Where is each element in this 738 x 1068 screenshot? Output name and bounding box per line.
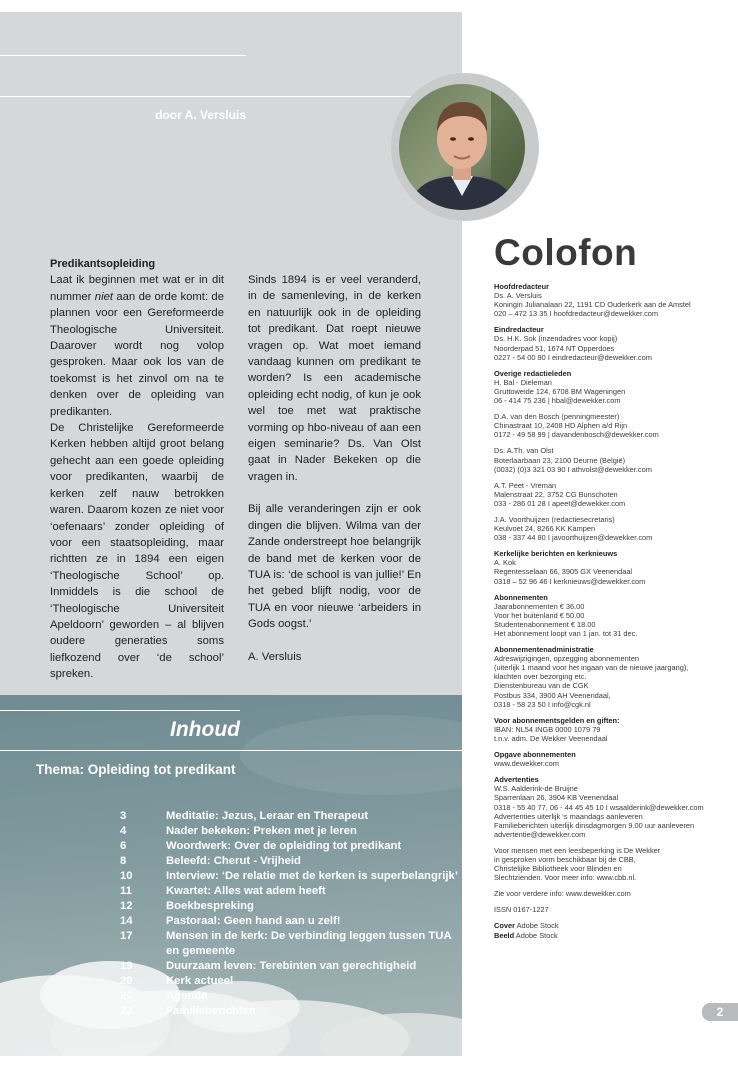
toc-page-number: 14 xyxy=(120,915,133,927)
aanzet-top-rule xyxy=(0,55,246,56)
aanzet-paragraph: Sinds 1894 is er veel veranderd, in de samenleving, in de kerken en natuurlijk ook in de opleiding tot predikant. Dat roept nieuwe vragen op. Wat moet iemand vandaag kunnen om predikant te worden? Is een academische opleiding echt nodig, of kun je ook wel toe met wat praktische vorming op hbo-niveau of aan een eigen seminarie? Ds. Van Olst gaat in Nader Bekeken op die vragen in. xyxy=(248,274,421,483)
colofon-block xyxy=(494,515,726,542)
colofon-heading: Overige redactieleden xyxy=(494,368,572,378)
colofon-line: Slechtzienden. Voor meer info: www.cbb.nl. xyxy=(494,873,637,883)
colofon-body xyxy=(494,282,726,940)
colofon-title: Colofon xyxy=(494,232,638,273)
colofon-block xyxy=(494,481,726,508)
colofon-line: Voor het buitenland € 50.00 xyxy=(494,610,585,620)
aanzet-signature: A. Versluis xyxy=(248,650,302,663)
colofon-line: Gruttoweide 124, 6708 BM Wageningen xyxy=(494,386,626,396)
colofon-line: IBAN: NL54 INGB 0000 1079 79 xyxy=(494,724,601,734)
toc-page-number: 19 xyxy=(120,960,133,972)
colofon-line: Malenstraat 22, 3752 CG Bunschoten xyxy=(494,489,618,499)
colofon-line: 0318 - 58 23 50 I info@cgk.nl xyxy=(494,699,591,709)
colofon-heading: Advertenties xyxy=(494,775,539,785)
colofon-line: Het abonnement loopt van 1 jan. tot 31 dec. xyxy=(494,629,638,638)
colofon-line: D.A. van den Bosch (penningmeester) xyxy=(494,412,620,422)
colofon-line: in gesproken vorm beschikbaar bij de CBB, xyxy=(494,854,636,864)
inhoud-bottom-rule xyxy=(0,750,462,751)
aanzet-column-1 xyxy=(50,256,224,683)
toc-item[interactable] xyxy=(120,959,460,974)
aanzet-title: Aanzet xyxy=(654,62,720,84)
colofon-line: (0032) (0)3 321 03 90 I athvolst@dewekker.com xyxy=(494,464,652,474)
toc-item[interactable] xyxy=(120,914,460,929)
toc-item-title: Woordwerk: Over de opleiding tot predikant xyxy=(166,840,402,852)
aanzet-paragraph: Laat ik beginnen met wat er in dit nummer niet aan de orde komt: de plannen voor een Gereformeerde Theologische Universiteit. Daarover wordt nog volop gesproken. Maar ook los van de toekomst is het zinvol om na te denken over de opleiding van predikanten. xyxy=(50,274,224,418)
toc-item-title: Interview: ‘De relatie met de kerken is superbelangrijk’ xyxy=(166,870,458,882)
colofon-line: Familieberichten uiterlijk dinsdagmorgen 9.00 uur aanleveren xyxy=(494,820,695,830)
colofon-line: Chinastraat 10, 2408 HD Alphen a/d Rijn xyxy=(494,421,628,431)
colofon-line: klachten over bezorging etc. xyxy=(494,672,587,682)
colofon-block xyxy=(494,750,726,768)
colofon-line: Regentesselaan 66, 3905 GX Veenendaal xyxy=(494,567,633,577)
aanzet-heading: Predikantsopleiding xyxy=(50,258,156,270)
colofon-line: www.dewekker.com xyxy=(494,759,559,769)
toc-item[interactable] xyxy=(120,854,460,869)
colofon-line: 020 – 472 13 35 I hoofdredacteur@dewekker.com xyxy=(494,309,659,319)
colofon-line: 0172 - 49 58 99 | davandenbosch@dewekker.com xyxy=(494,430,659,440)
colofon-line: 038 - 337 44 80 I javoorthuijzen@dewekker.com xyxy=(494,533,653,543)
colofon-line: Ds. A.Th. van Olst xyxy=(494,446,554,456)
toc-page-number: 20 xyxy=(120,990,133,1002)
toc-item-title: Meditatie: Jezus, Leraar en Therapeut xyxy=(166,810,369,822)
colofon-block xyxy=(494,905,726,914)
colofon-line: A. Kok xyxy=(494,558,516,568)
colofon-line: 0318 - 55 40 77, 06 - 44 45 45 10 I wsaalderink@dewekker.com xyxy=(494,802,704,812)
toc-page-number: 12 xyxy=(120,900,133,912)
aanzet-byline: door A. Versluis xyxy=(155,108,246,122)
colofon-line: (uiterlijk 1 maand voor het ingaan van de nieuwe jaargang), xyxy=(494,663,689,673)
toc-item-title: Agenda xyxy=(166,990,208,1002)
toc-item-title: Familieberichten xyxy=(166,1005,256,1017)
aanzet-column-2 xyxy=(248,272,421,665)
colofon-block xyxy=(494,593,726,638)
cover-label: Cover xyxy=(494,921,515,931)
colofon-line: 0227 - 54 00 90 I eindredacteur@dewekker.com xyxy=(494,352,652,362)
colofon-heading: Abonnementen xyxy=(494,592,548,602)
toc-item[interactable] xyxy=(120,989,460,1004)
toc-page-number: 4 xyxy=(120,825,127,837)
colofon-block xyxy=(494,645,726,709)
table-of-contents xyxy=(120,809,460,1019)
toc-item[interactable] xyxy=(120,929,460,959)
colofon-line: W.S. Aalderink-de Bruijne xyxy=(494,784,578,794)
toc-page-number: 8 xyxy=(120,855,127,867)
colofon-line: Sparrenlaan 26, 3904 KB Veenendaal xyxy=(494,793,619,803)
toc-page-number: 3 xyxy=(120,810,127,822)
toc-page-number: 20 xyxy=(120,975,133,987)
inhoud-theme: Thema: Opleiding tot predikant xyxy=(36,762,236,777)
colofon-line: t.n.v. adm. De Wekker Veenendaal xyxy=(494,733,608,743)
toc-item-title: Mensen in de kerk: De verbinding leggen tussen TUA en gemeente xyxy=(166,930,452,957)
colofon-line: Adreswijzigingen, opzegging abonnementen xyxy=(494,654,640,664)
beeld-value: Adobe Stock xyxy=(515,930,558,940)
toc-item-title: Beleefd: Cherut - Vrijheid xyxy=(166,855,301,867)
toc-item[interactable] xyxy=(120,839,460,854)
colofon-block xyxy=(494,549,726,585)
inhoud-top-rule xyxy=(0,710,240,711)
aanzet-bottom-rule xyxy=(0,96,443,97)
colofon-line: Voor mensen met een leesbeperking is De Wekker xyxy=(494,845,661,855)
colofon-block xyxy=(494,282,726,318)
toc-page-number: 22 xyxy=(120,1005,133,1017)
colofon-block xyxy=(494,716,726,743)
colofon-credits xyxy=(494,921,726,939)
beeld-label: Beeld xyxy=(494,930,515,940)
colofon-line: Ds. A. Versluis xyxy=(494,291,542,301)
colofon-line: Postbus 334, 3900 AH Veenendaal, xyxy=(494,690,611,700)
toc-page-number: 11 xyxy=(120,885,132,897)
colofon-line: Studentenabonnement € 18.00 xyxy=(494,619,596,629)
colofon-line: Zie voor verdere info: www.dewekker.com xyxy=(494,889,631,899)
author-portrait xyxy=(399,84,525,210)
toc-item[interactable] xyxy=(120,1004,460,1019)
toc-item[interactable] xyxy=(120,899,460,914)
colofon-heading: Eindredacteur xyxy=(494,325,544,335)
cover-value: Adobe Stock xyxy=(516,921,559,931)
colofon-line: J.A. Voorthuijzen (redactiesecretaris) xyxy=(494,514,615,524)
colofon-heading: Voor abonnementsgelden en giften: xyxy=(494,715,620,725)
colofon-line: Jaarabonnementen € 36.00 xyxy=(494,601,585,611)
toc-page-number: 17 xyxy=(120,930,133,942)
colofon-line: Advertenties uiterlijk ‘s maandags aanleveren xyxy=(494,811,643,821)
toc-item-title: Duurzaam leven: Terebinten van gerechtigheid xyxy=(166,960,417,972)
page-number: 2 xyxy=(702,1003,738,1021)
colofon-line: 033 - 286 01 28 I apeet@dewekker.com xyxy=(494,498,626,508)
colofon-line: Dienstenbureau van de CGK xyxy=(494,681,589,691)
toc-item-title: Pastoraal: Geen hand aan u zelf! xyxy=(166,915,341,927)
aanzet-paragraph: Bij alle veranderingen zijn er ook dingen die blijven. Wilma van der Zande onderstreept hoe belangrijk de band met de kerken voor de TUA is: ‘de school is van jullie!’ En het gebed blijft nodig, voor de TUA en voor nieuwe ‘arbeiders in Gods oogst.’ xyxy=(248,503,421,631)
colofon-line: Ds. H.K. Sok (inzendadres voor kopij) xyxy=(494,334,618,344)
colofon-line: Koningin Julianalaan 22, 1191 CD Ouderkerk aan de Amstel xyxy=(494,300,691,310)
colofon-line: ISSN 0167-1227 xyxy=(494,905,549,915)
colofon-line: 0318 – 52 96 46 I kerknieuws@dewekker.com xyxy=(494,576,646,586)
colofon-line: A.T. Peet - Vreman xyxy=(494,480,557,490)
colofon-line: Keulvoet 24, 8266 KK Kampen xyxy=(494,524,596,534)
colofon-line: 06 - 414 75 236 | hbal@dewekker.com xyxy=(494,396,621,406)
colofon-block xyxy=(494,775,726,839)
colofon-line: Noorderpad 51, 1674 NT Opperdoes xyxy=(494,343,615,353)
colofon-line: H. Bal - Dieleman xyxy=(494,377,552,387)
aanzet-paragraph: De Christelijke Gereformeerde Kerken hebben altijd groot belang gehecht aan een goede opleiding voor predikanten, waarbij de kerken zelf nauw betrokken waren. Daarom kozen ze niet voor ‘oefenaars’ zonder opleiding of voor een staatsopleiding, maar richtten ze in 1894 een eigen ‘Theologische School’ op. Inmiddels is die school de ‘Theologische Universiteit Apeldoorn’ geworden – al blijven oudere generaties soms liefkozend over ‘de school’ spreken. xyxy=(50,422,224,681)
colofon-block xyxy=(494,325,726,361)
toc-item[interactable] xyxy=(120,974,460,989)
toc-item[interactable] xyxy=(120,824,460,839)
colofon-heading: Hoofdredacteur xyxy=(494,282,550,291)
inhoud-title: Inhoud xyxy=(170,718,240,741)
colofon-block xyxy=(494,846,726,882)
colofon-heading: Abonnementenadministratie xyxy=(494,645,594,655)
colofon-heading: Kerkelijke berichten en kerknieuws xyxy=(494,549,618,559)
colofon-block xyxy=(494,446,726,473)
toc-page-number: 6 xyxy=(120,840,127,852)
colofon-line: advertentie@dewekker.com xyxy=(494,829,586,839)
colofon-block xyxy=(494,889,726,898)
toc-item-title: Boekbespreking xyxy=(166,900,254,912)
colofon-block xyxy=(494,412,726,439)
toc-item[interactable] xyxy=(120,884,460,899)
toc-item-title: Kerk actueel xyxy=(166,975,234,987)
toc-item[interactable] xyxy=(120,869,460,884)
toc-page-number: 10 xyxy=(120,870,133,882)
colofon-block xyxy=(494,369,726,405)
toc-item-title: Nader bekeken: Preken met je leren xyxy=(166,825,357,837)
colofon-heading: Opgave abonnementen xyxy=(494,750,576,760)
toc-item-title: Kwartet: Alles wat adem heeft xyxy=(166,885,326,897)
colofon-line: Boterlaarbaan 23, 2100 Deurne (België) xyxy=(494,455,626,465)
colofon-line: Christelijke Bibliotheek voor Blinden en xyxy=(494,864,622,874)
toc-item[interactable] xyxy=(120,809,460,824)
